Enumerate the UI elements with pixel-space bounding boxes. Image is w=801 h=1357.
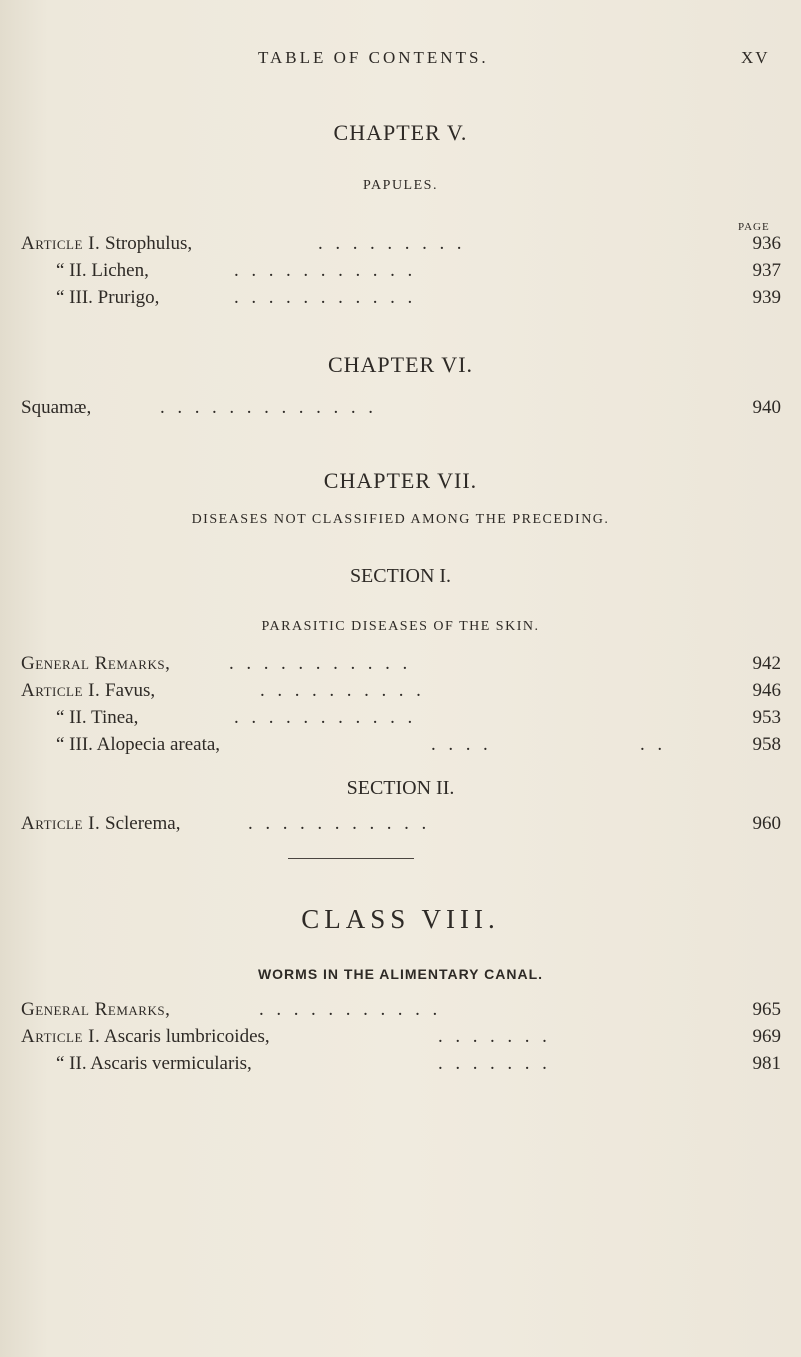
entry-article: Article I. — [21, 1026, 101, 1047]
entry-page: 960 — [752, 813, 781, 834]
chapter-5-subtitle: PAPULES. — [363, 178, 438, 193]
entry-page: 953 — [752, 707, 781, 728]
toc-entry: “ II. Ascaris vermicularis, ....... 981 — [56, 1053, 781, 1074]
entry-name: Ascaris lumbricoides, — [103, 1026, 270, 1047]
toc-entry: General Remarks, ........... 942 — [21, 653, 781, 674]
chapter-6-title: CHAPTER VI. — [327, 352, 474, 377]
entry-page: 940 — [752, 397, 781, 418]
class-8-title: CLASS VIII. — [301, 904, 500, 934]
entry-article: “ II. — [56, 260, 87, 281]
entry-article: “ II. — [56, 1053, 87, 1074]
entry-article: Article I. — [21, 813, 101, 834]
entry-article: General Remarks, — [21, 653, 171, 674]
toc-entry: Article I. Favus, .......... 946 — [21, 680, 781, 701]
section-divider — [288, 858, 414, 859]
entry-article: Article I. — [21, 233, 101, 254]
running-head-title: TABLE OF CONTENTS. — [258, 48, 489, 67]
chapter-5-title: CHAPTER V. — [333, 120, 468, 145]
entry-article: General Remarks, — [21, 999, 171, 1020]
section-1-title: SECTION I. — [349, 565, 452, 587]
toc-entry: Article I. Strophulus, ......... 936 — [21, 233, 781, 254]
section-1-subtitle: PARASITIC DISEASES OF THE SKIN. — [261, 619, 540, 634]
entry-page: 942 — [752, 653, 781, 674]
entry-page: 958 — [752, 734, 781, 755]
entry-article: “ III. — [56, 287, 93, 308]
entry-page: 981 — [752, 1053, 781, 1074]
class-8-subtitle: WORMS IN THE ALIMENTARY CANAL. — [257, 966, 544, 982]
entry-name: Ascaris vermicularis, — [90, 1053, 252, 1074]
toc-entry: “ II. Tinea, ........... 953 — [56, 707, 781, 728]
entry-name: Tinea, — [91, 707, 139, 728]
entry-article: “ II. — [56, 707, 87, 728]
toc-entry: General Remarks, ........... 965 — [21, 999, 781, 1020]
entry-page: 946 — [752, 680, 781, 701]
toc-entry: “ II. Lichen, ........... 937 — [56, 260, 781, 281]
chapter-7-title: CHAPTER VII. — [323, 468, 478, 493]
entry-page: 936 — [752, 233, 781, 254]
entry-article: “ III. — [56, 734, 93, 755]
entry-name: Lichen, — [91, 260, 149, 281]
toc-entry: Article I. Ascaris lumbricoides, ....... 969 — [21, 1026, 781, 1047]
chapter-7-subtitle: DISEASES NOT CLASSIFIED AMONG THE PRECEDING. — [191, 512, 610, 527]
entry-page: 965 — [752, 999, 781, 1020]
toc-entry: “ III. Prurigo, ........... 939 — [56, 287, 781, 308]
toc-entry: Squamæ, ............. 940 — [21, 397, 781, 418]
entry-name: Alopecia areata, — [96, 734, 221, 755]
toc-entry: Article I. Sclerema, ........... 960 — [21, 813, 781, 834]
entry-name: Squamæ, — [21, 397, 92, 418]
entry-name: Favus, — [105, 680, 156, 701]
entry-name: Sclerema, — [105, 813, 181, 834]
entry-name: Strophulus, — [105, 233, 193, 254]
entry-article: Article I. — [21, 680, 101, 701]
entry-page: 939 — [752, 287, 781, 308]
running-head-page-number: XV — [741, 48, 770, 67]
page-column-label: PAGE — [738, 221, 770, 233]
toc-entry: “ III. Alopecia areata, .... .. 958 — [56, 734, 781, 755]
entry-page: 937 — [752, 260, 781, 281]
entry-page: 969 — [752, 1026, 781, 1047]
section-2-title: SECTION II. — [346, 777, 455, 799]
entry-name: Prurigo, — [97, 287, 160, 308]
